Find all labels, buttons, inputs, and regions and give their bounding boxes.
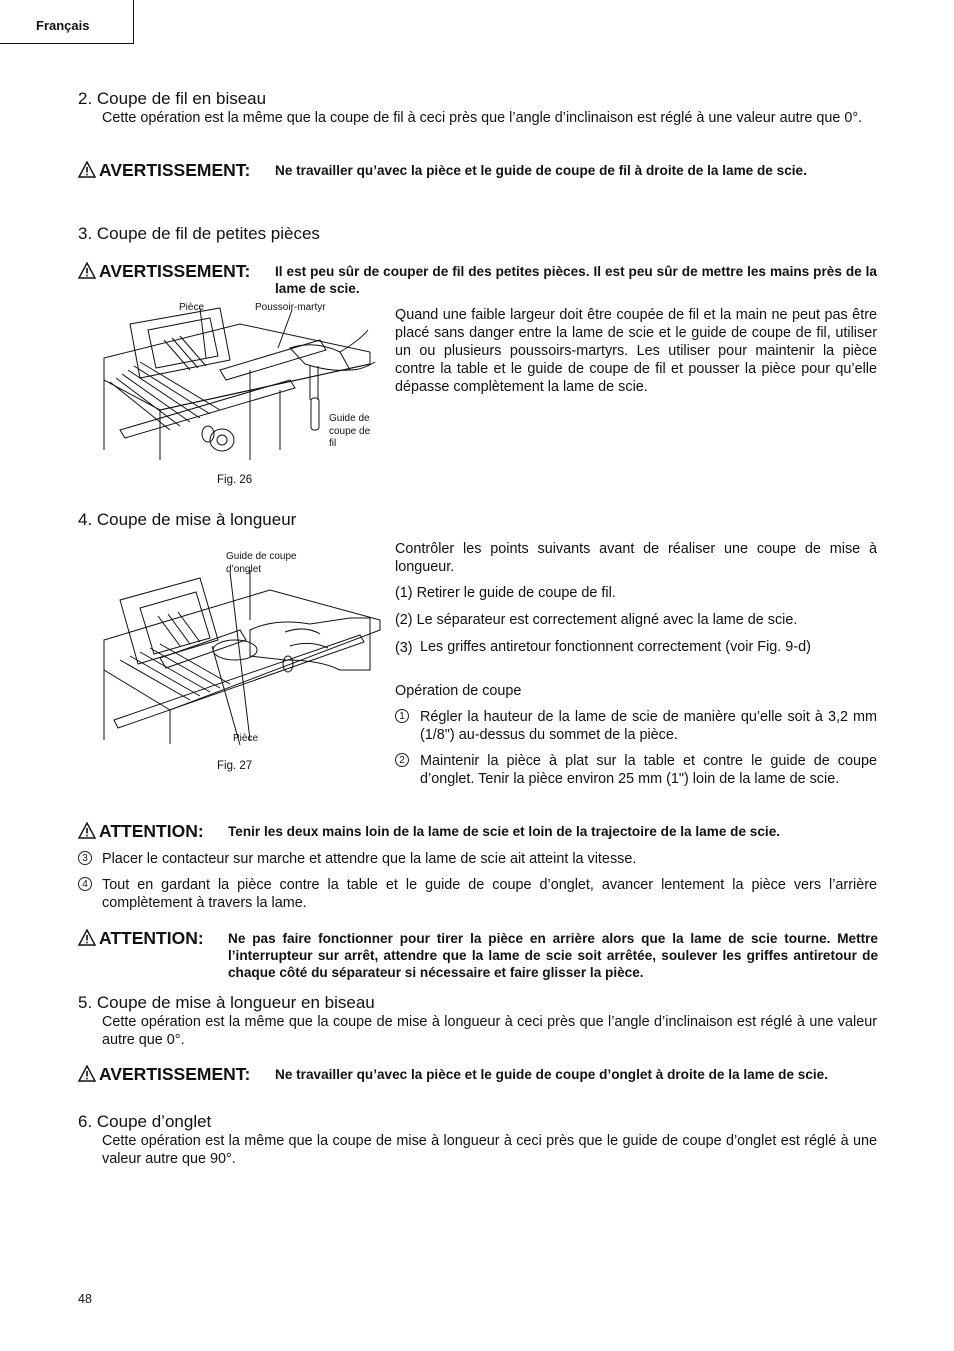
warning-text: Il est peu sûr de couper de fil des petites pièces. Il est peu sûr de mettre les mains près de la lame de scie. — [275, 264, 877, 296]
figure-27 — [100, 560, 385, 750]
step-text: Placer le contacteur sur marche et attendre que la lame de scie ait atteint la vitesse. — [102, 851, 637, 867]
page-number: 48 — [78, 1292, 92, 1306]
check-item — [395, 638, 877, 656]
warning-label-text: AVERTISSEMENT: — [99, 261, 251, 281]
check-text: Le séparateur est correctement aligné avec la lame de scie. — [416, 612, 798, 628]
attention-1 — [78, 821, 878, 845]
section-4-intro: Contrôler les points suivants avant de réaliser une coupe de mise à longueur. — [395, 541, 877, 575]
fig26-label-guide: Guide de coupe de fil — [329, 413, 371, 449]
warning-label-text: AVERTISSEMENT: — [99, 160, 251, 180]
warning-text: Ne travailler qu’avec la pièce et le guide de coupe de fil à droite de la lame de scie. — [275, 163, 807, 178]
step-text: Tout en gardant la pièce contre la table et le guide de coupe d’onglet, avancer lentement la pièce vers l’arrière complètement à travers la lame. — [102, 877, 877, 911]
step-num-circle: 2 — [395, 753, 409, 767]
section-2-title: 2. Coupe de fil en biseau — [78, 89, 267, 108]
step-item — [395, 708, 877, 744]
step-num-circle: 1 — [395, 709, 409, 723]
fig27-label-piece: Pièce — [233, 733, 259, 744]
attention-label — [78, 928, 204, 949]
warning-label — [78, 261, 250, 282]
check-item — [395, 611, 877, 629]
warning-label — [78, 160, 250, 181]
section-6-title: 6. Coupe d’onglet — [78, 1112, 212, 1131]
check-item — [395, 584, 877, 602]
section-3-body: Quand une faible largeur doit être coupée de fil et la main ne peut pas être placé sans danger entre la lame de scie et le guide de coupe de fil, utiliser un ou plusieurs poussoirs-martyrs. Les utiliser pour maintenir la pièce contre la table et le guide de coupe de fil et pousser la pièce pour qu’elle dépasse complètement la lame de scie. — [395, 307, 877, 395]
section-4-title: 4. Coupe de mise à longueur — [78, 510, 297, 529]
section-3-warning — [78, 261, 878, 301]
section-3-title: 3. Coupe de fil de petites pièces — [78, 224, 320, 243]
attention-text: Ne pas faire fonctionner pour tirer la pièce en arrière alors que la lame de scie tourne. Mettre l’interrupteur sur arrêt, attendre que la lame de scie soit arrêtée, soulever les griffes antiretour de chaque côté du séparateur si nécessaire et faire glisser la pièce. — [228, 931, 878, 980]
warning-label-text: AVERTISSEMENT: — [99, 1064, 251, 1084]
attention-label-text: ATTENTION: — [99, 928, 204, 948]
attention-label-text: ATTENTION: — [99, 821, 204, 841]
operation-title: Opération de coupe — [395, 683, 522, 699]
check-text: Les griffes antiretour fonctionnent correctement (voir Fig. 9-d) — [420, 639, 811, 655]
language-tab: Français — [0, 0, 134, 44]
fig27-caption: Fig. 27 — [217, 760, 253, 772]
warning-triangle-icon — [78, 262, 96, 279]
section-5-body: Cette opération est la même que la coupe de mise à longueur à ceci près que l’angle d’inclinaison est réglé à une valeur autre que 0°. — [102, 1014, 877, 1048]
attention-text: Tenir les deux mains loin de la lame de scie et loin de la trajectoire de la lame de scie. — [228, 824, 781, 839]
step-item — [395, 752, 877, 788]
section-5-title: 5. Coupe de mise à longueur en biseau — [78, 993, 375, 1012]
fig26-label-pusher: Poussoir-martyr — [255, 302, 326, 313]
step-num-circle: 4 — [78, 877, 92, 891]
warning-triangle-icon — [78, 822, 96, 839]
attention-label — [78, 821, 204, 842]
check-num: (1) — [395, 585, 413, 601]
warning-triangle-icon — [78, 161, 96, 178]
step-text: Maintenir la pièce à plat sur la table et contre le guide de coupe d’onglet. Tenir la pièce environ 25 mm (1") loin de la lame de scie. — [420, 753, 877, 787]
check-num: (3) — [395, 640, 413, 656]
warning-triangle-icon — [78, 1065, 96, 1082]
warning-triangle-icon — [78, 929, 96, 946]
step-item — [78, 876, 877, 912]
attention-2 — [78, 928, 878, 988]
check-text: Retirer le guide de coupe de fil. — [416, 585, 616, 601]
section-5-warning — [78, 1064, 878, 1104]
fig27-label-guide: Guide de coupe d’onglet — [226, 551, 297, 575]
section-2-warning — [78, 160, 878, 200]
step-item — [78, 850, 877, 868]
section-6-body: Cette opération est la même que la coupe de mise à longueur à ceci près que le guide de coupe d’onglet est réglé à une valeur autre que 90°. — [102, 1133, 877, 1167]
warning-text: Ne travailler qu’avec la pièce et le guide de coupe d’onglet à droite de la lame de scie. — [275, 1067, 829, 1082]
section-2-body: Cette opération est la même que la coupe de fil à ceci près que l’angle d’inclinaison est réglé à une valeur autre que 0°. — [102, 110, 863, 126]
fig26-caption: Fig. 26 — [217, 474, 253, 486]
check-num: (2) — [395, 612, 413, 628]
fig26-label-piece: Pièce — [179, 302, 205, 313]
warning-label — [78, 1064, 250, 1085]
step-text: Régler la hauteur de la lame de scie de manière qu’elle soit à 3,2 mm (1/8") au-dessus du sommet de la pièce. — [420, 709, 877, 743]
table-saw-crosscut-illustration — [100, 560, 385, 750]
step-num-circle: 3 — [78, 851, 92, 865]
